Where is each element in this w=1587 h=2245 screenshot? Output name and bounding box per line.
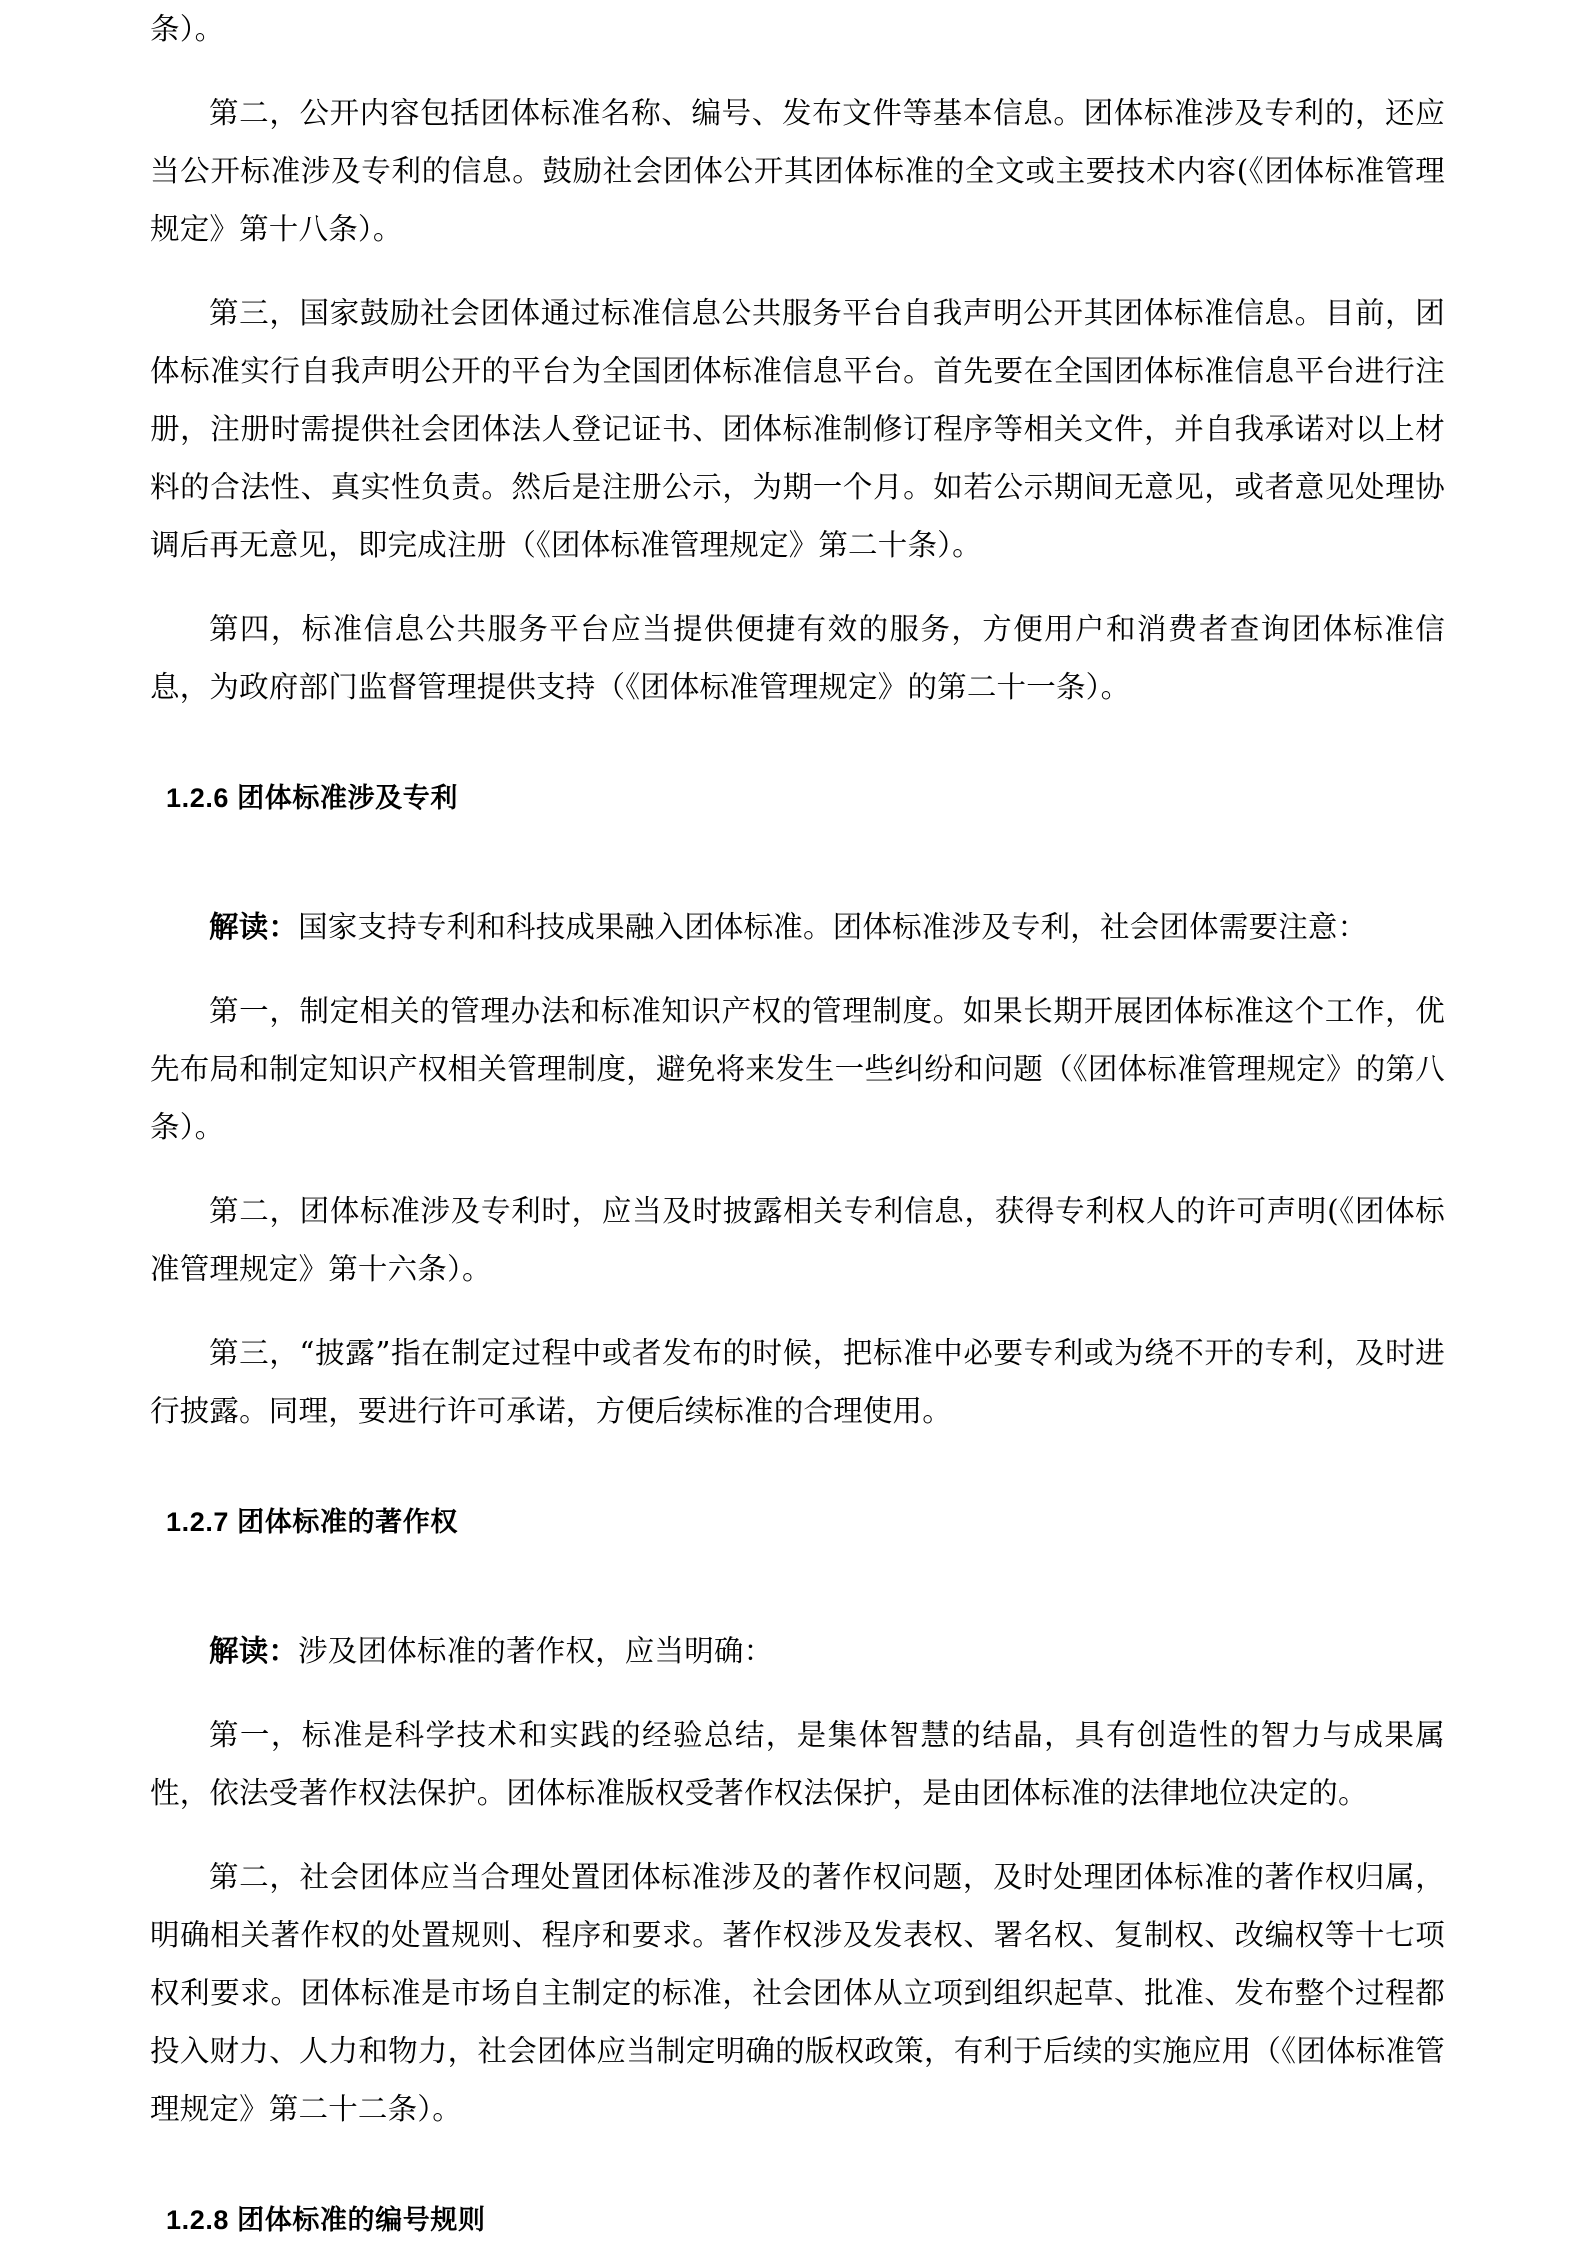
heading-block-127 [150,1502,1445,1542]
heading-block-128 [150,2200,1445,2240]
jiedu-text-127: 涉及团体标准的著作权，应当明确： [298,1634,774,1668]
jiedu-text-126: 国家支持专利和科技成果融入团体标准。团体标准涉及专利，社会团体需要注意： [298,910,1368,944]
paragraph-gap [150,258,1445,284]
paragraph-126-first: 第一，制定相关的管理办法和标准知识产权的管理制度。如果长期开展团体标准这个工作，优先布局和制定知识产权相关管理制度，避免将来发生一些纠纷和问题（《团体标准管理规定》的第八条）。 [150,994,1445,1144]
paragraph-gap [150,1822,1445,1848]
paragraph-gap [150,574,1445,600]
paragraph-126-second: 第二，团体标准涉及专利时，应当及时披露相关专利信息，获得专利权人的许可声明(《团体标准管理规定》第十六条）。 [150,1194,1445,1286]
paragraph-platform-service: 第四，标准信息公共服务平台应当提供便捷有效的服务，方便用户和消费者查询团体标准信息，为政府部门监督管理提供支持（《团体标准管理规定》的第二十一条）。 [150,612,1445,704]
paragraph-127-second: 第二，社会团体应当合理处置团体标准涉及的著作权问题，及时处理团体标准的著作权归属，明确相关著作权的处置规则、程序和要求。著作权涉及发表权、署名权、复制权、改编权等十七项权利要求。团体标准是市场自主制定的标准，社会团体从立项到组织起草、批准、发布整个过程都投入财力、人力和物力，社会团体应当制定明确的版权政策，有利于后续的实施应用（《团体标准管理规定》第二十二条）。 [150,1860,1445,2126]
paragraph-gap [150,1156,1445,1182]
paragraph-gap [150,1298,1445,1324]
paragraph-orphan-line: 条）。 [150,12,225,46]
paragraph-gap [150,1680,1445,1706]
jiedu-label-126: 解读： [209,909,299,944]
section-heading-1-2-7: 1.2.7 团体标准的著作权 [166,1507,458,1537]
document-body [150,0,1445,2240]
heading-block-126 [150,778,1445,818]
section-gap [150,1440,1445,1502]
paragraph-jiedu-127 [150,1622,1445,1680]
section-gap [150,2138,1445,2200]
section-heading-1-2-8: 1.2.8 团体标准的编号规则 [166,2205,486,2235]
section-gap [150,1542,1445,1622]
section-gap [150,818,1445,898]
paragraph-public-content: 第二，公开内容包括团体标准名称、编号、发布文件等基本信息。团体标准涉及专利的，还应当公开标准涉及专利的信息。鼓励社会团体公开其团体标准的全文或主要技术内容(《团体标准管理规定》第十八条）。 [150,96,1445,246]
paragraph-127-first: 第一，标准是科学技术和实践的经验总结，是集体智慧的结晶，具有创造性的智力与成果属性，依法受著作权法保护。团体标准版权受著作权法保护，是由团体标准的法律地位决定的。 [150,1718,1445,1810]
paragraph-gap [150,956,1445,982]
section-heading-1-2-6: 1.2.6 团体标准涉及专利 [166,783,458,813]
paragraph-126-third: 第三，“披露”指在制定过程中或者发布的时候，把标准中必要专利或为绕不开的专利，及时进行披露。同理，要进行许可承诺，方便后续标准的合理使用。 [150,1336,1445,1428]
section-gap [150,716,1445,778]
jiedu-label-127: 解读： [209,1633,299,1668]
paragraph-self-declaration-platform: 第三，国家鼓励社会团体通过标准信息公共服务平台自我声明公开其团体标准信息。目前，团体标准实行自我声明公开的平台为全国团体标准信息平台。首先要在全国团体标准信息平台进行注册，注册时需提供社会团体法人登记证书、团体标准制修订程序等相关文件，并自我承诺对以上材料的合法性、真实性负责。然后是注册公示，为期一个月。如若公示期间无意见，或者意见处理协调后再无意见，即完成注册（《团体标准管理规定》第二十条）。 [150,296,1445,562]
paragraph-jiedu-126 [150,898,1445,956]
paragraph-gap [150,58,1445,84]
